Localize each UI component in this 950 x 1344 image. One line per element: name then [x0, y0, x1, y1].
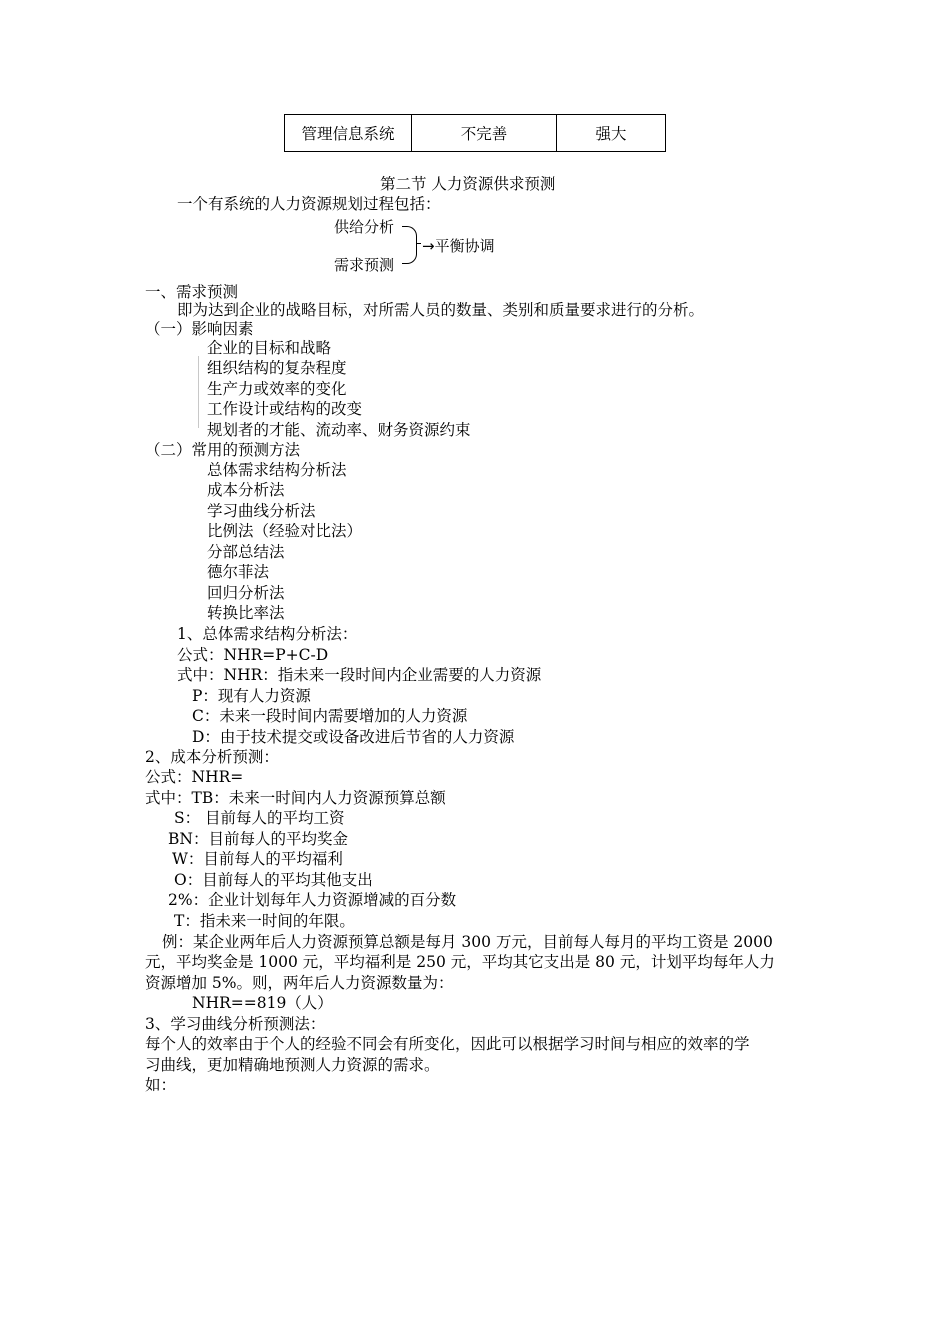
section-title: 第二节 人力资源供求预测: [380, 175, 556, 193]
intro-line: 一个有系统的人力资源规划过程包括：: [177, 195, 441, 213]
formula-line: 式中：TB：未来一时间内人力资源预算总额: [145, 789, 446, 807]
formula-line: 2%：企业计划每年人力资源增减的百分数: [168, 891, 457, 909]
list-item: 回归分析法: [207, 584, 285, 602]
comparison-table: [284, 114, 666, 152]
diagram-supply-label: 供给分析: [334, 218, 395, 236]
list-item: 比例法（经验对比法）: [207, 522, 363, 540]
list-item: 工作设计或结构的改变: [207, 400, 363, 418]
list-item: 德尔菲法: [207, 563, 270, 581]
bracket-line: [198, 356, 199, 428]
formula-line: O：目前每人的平均其他支出: [174, 871, 373, 889]
list-item: 规划者的才能、流动率、财务资源约束: [207, 421, 471, 439]
subheading-factors: （一）影响因素: [145, 320, 254, 338]
heading-demand-forecast: 一、需求预测: [145, 283, 239, 301]
subheading-methods: （二）常用的预测方法: [145, 441, 301, 459]
formula-line: P：现有人力资源: [192, 687, 311, 705]
list-item: 组织结构的复杂程度: [207, 359, 347, 377]
paragraph-line: 即为达到企业的战略目标，对所需人员的数量、类别和质量要求进行的分析。: [177, 301, 705, 319]
list-item: 转换比率法: [207, 604, 285, 622]
list-item: 学习曲线分析法: [207, 502, 316, 520]
paragraph-line: 每个人的效率由于个人的经验不同会有所变化，因此可以根据学习时间与相应的效率的学: [145, 1035, 750, 1053]
paragraph-line: 习曲线，更加精确地预测人力资源的需求。: [145, 1056, 440, 1074]
formula-line: S： 目前每人的平均工资: [174, 809, 345, 827]
paragraph-line: 如：: [145, 1076, 177, 1094]
table-row: [285, 115, 666, 152]
diagram-demand-label: 需求预测: [334, 256, 395, 274]
formula-line: W：目前每人的平均福利: [172, 850, 343, 868]
list-item: 生产力或效率的变化: [207, 380, 347, 398]
formula-line: 式中：NHR：指未来一段时间内企业需要的人力资源: [177, 666, 542, 684]
list-item: 总体需求结构分析法: [207, 461, 347, 479]
diagram-result-label: →平衡协调: [422, 237, 495, 255]
method-heading: 1、总体需求结构分析法：: [177, 625, 358, 643]
method-heading: 2、成本分析预测：: [145, 748, 279, 766]
formula-line: C：未来一段时间内需要增加的人力资源: [192, 707, 468, 725]
formula-line: 公式：NHR=: [145, 768, 244, 786]
formula-line: T：指未来一时间的年限。: [174, 912, 355, 930]
table-cell: 强大: [557, 115, 666, 152]
formula-line: D：由于技术提交或设备改进后节省的人力资源: [192, 728, 515, 746]
method-heading: 3、学习曲线分析预测法：: [145, 1015, 326, 1033]
list-item: 成本分析法: [207, 481, 285, 499]
example-line: 资源增加 5%。则，两年后人力资源数量为：: [145, 974, 454, 992]
brace-icon: [402, 226, 417, 264]
table-cell: 管理信息系统: [285, 115, 412, 152]
example-line: 元，平均奖金是 1000 元，平均福利是 250 元，平均其它支出是 80 元，计划平均每年人力: [145, 953, 775, 971]
formula-line: 公式：NHR=P+C-D: [177, 646, 329, 664]
example-line: 例：某企业两年后人力资源预算总额是每月 300 万元，目前每人每月的平均工资是 2000: [162, 933, 773, 951]
result-line: NHR==819（人）: [192, 994, 333, 1012]
brace-tip: [416, 243, 421, 244]
list-item: 企业的目标和战略: [207, 339, 332, 357]
list-item: 分部总结法: [207, 543, 285, 561]
formula-line: BN：目前每人的平均奖金: [168, 830, 348, 848]
table-cell: 不完善: [412, 115, 557, 152]
